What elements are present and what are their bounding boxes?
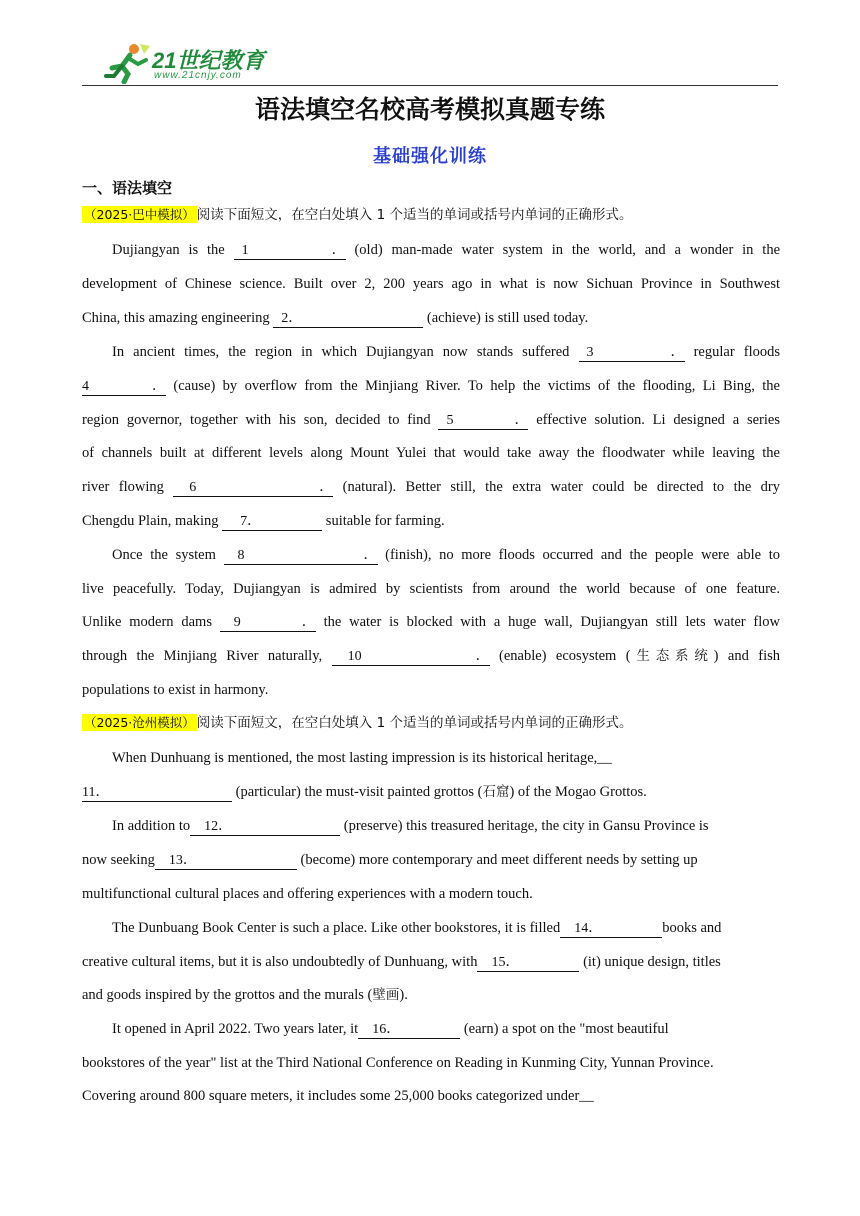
page-title: 语法填空名校高考模拟真题专练	[254, 95, 605, 124]
blank-15[interactable]: 15．	[477, 954, 579, 972]
passage2-line: Covering around 800 square meters, it includes some 25,000 books categorized under__	[82, 1088, 594, 1104]
page-subtitle: 基础强化训练	[373, 146, 487, 167]
passage1-line: live peacefully. Today, Dujiangyan is admired by scientists from around the world because of one feature.	[82, 581, 780, 597]
passage2-line: When Dunhuang is mentioned, the most lasting impression is its historical heritage,__	[112, 750, 612, 766]
blank-3[interactable]: 3．	[579, 344, 685, 362]
blank-7[interactable]: 7．	[222, 513, 322, 531]
passage1-line: region governor, together with his son, decided to find 5． effective solution. Li designed a series	[82, 412, 780, 428]
running-figure-icon	[104, 42, 152, 84]
blank-14[interactable]: 14．	[560, 920, 662, 938]
section-heading: 一、语法填空	[82, 179, 173, 197]
passage2-line: The Dunbuang Book Center is such a place. Like other bookstores, it is filled 14． books and	[112, 920, 722, 936]
passage1-line: Dujiangyan is the 1． (old) man-made water system in the world, and a wonder in the	[112, 242, 781, 258]
logo-text: 21世纪教育	[152, 48, 265, 73]
passage2-line: 11． (particular) the must-visit painted grottos (石窟) of the Mogao Grottos.	[82, 784, 647, 800]
blank-1[interactable]: 1．	[234, 242, 346, 260]
blank-8[interactable]: 8．	[224, 547, 378, 565]
blank-16[interactable]: 16．	[358, 1021, 460, 1039]
source-badge: （2025·巴中模拟）	[84, 207, 195, 222]
instruction-text: 阅读下面短文，在空白处填入 1 个适当的单词或括号内单词的正确形式。	[196, 207, 633, 223]
passage1-line: Unlike modern dams 9． the water is blocked with a huge wall, Dujiangyan still lets water flow	[82, 614, 780, 630]
passage2-line: now seeking 13． (become) more contemporary and meet different needs by setting up	[82, 852, 698, 868]
passage2-line: It opened in April 2022. Two years later, it 16． (earn) a spot on the "most beautiful	[112, 1021, 669, 1037]
passage1-line: through the Minjiang River naturally, 10． (enable) ecosystem (生态系统) and fish	[82, 648, 780, 664]
blank-10[interactable]: 10．	[332, 648, 490, 666]
source-badge: （2025·沧州模拟）	[84, 715, 195, 730]
passage2-line: bookstores of the year" list at the Third National Conference on Reading in Kunming City, Yunnan Province.	[82, 1055, 714, 1071]
passage1-line: China, this amazing engineering 2． (achieve) is still used today.	[82, 310, 589, 326]
passage2-line: multifunctional cultural places and offering experiences with a modern touch.	[82, 886, 533, 902]
blank-11[interactable]: 11．	[82, 784, 232, 802]
passage2-line: and goods inspired by the grottos and the murals (壁画).	[82, 987, 408, 1003]
instruction-text: 阅读下面短文，在空白处填入 1 个适当的单词或括号内单词的正确形式。	[196, 715, 633, 731]
passage2-instruction	[82, 713, 780, 733]
blank-2[interactable]: 2．	[273, 310, 423, 328]
header-divider	[82, 85, 778, 86]
passage1-line: of channels built at different levels along Mount Yulei that would take away the floodwater while leaving the	[82, 445, 780, 461]
site-logo	[104, 40, 274, 86]
logo-url: www.21cnjy.com	[154, 70, 242, 81]
passage1-line: Once the system 8． (finish), no more floods occurred and the people were able to	[112, 547, 780, 563]
passage1-line: development of Chinese science. Built over 2, 200 years ago in what is now Sichuan Province in Southwest	[82, 276, 780, 292]
passage1-line: In ancient times, the region in which Dujiangyan now stands suffered 3． regular floods	[112, 344, 780, 360]
blank-4[interactable]: 4．	[82, 379, 166, 394]
passage2-line: In addition to 12． (preserve) this treasured heritage, the city in Gansu Province is	[112, 818, 709, 834]
passage2-line: creative cultural items, but it is also undoubtedly of Dunhuang, with 15． (it) unique design, titles	[82, 954, 721, 970]
blank-12[interactable]: 12．	[190, 818, 340, 836]
blank-9[interactable]: 9．	[220, 614, 316, 632]
passage1-line: Chengdu Plain, making 7． suitable for farming.	[82, 513, 445, 529]
passage1-line: river flowing 6． (natural). Better still, the extra water could be directed to the dry	[82, 479, 780, 495]
blank-6[interactable]: 6．	[173, 479, 333, 497]
blank-5[interactable]: 5．	[438, 412, 528, 430]
blank-13[interactable]: 13．	[155, 852, 297, 870]
passage1-line: 4． (cause) by overflow from the Minjiang River. To help the victims of the flooding, Li Bing, the	[82, 378, 780, 394]
passage1-line: populations to exist in harmony.	[82, 682, 269, 698]
passage1-instruction	[82, 205, 780, 225]
